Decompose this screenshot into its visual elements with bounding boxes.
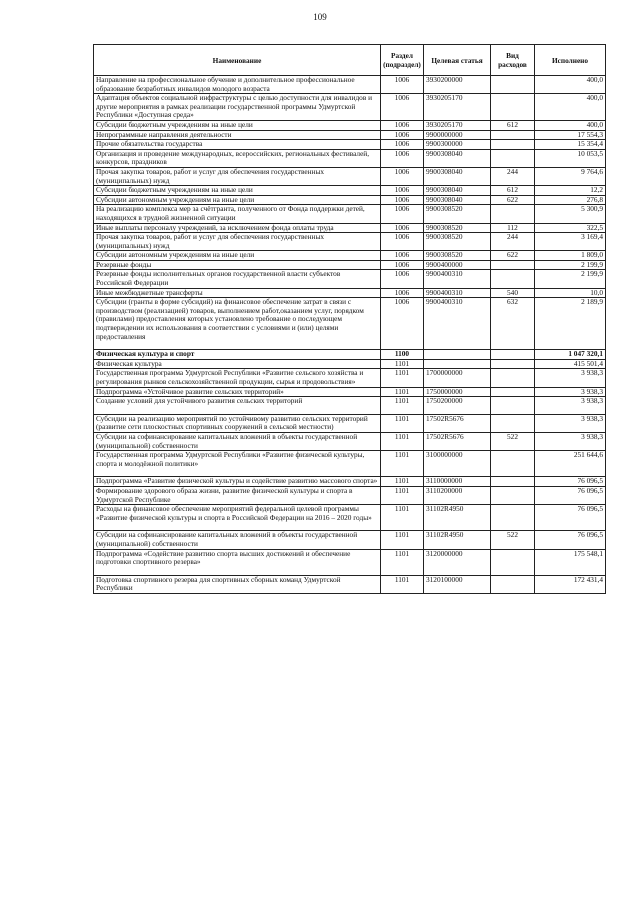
cell-name: Подпрограмма «Устойчивое развитие сельских территорий» [94,387,381,397]
table-body [94,76,606,594]
column-header-amount: Исполнено [535,45,606,76]
cell-amount: 76 096,5 [535,486,606,504]
table-row [94,531,606,549]
cell-section: 1006 [381,270,424,288]
cell-name: Расходы на финансовое обеспечение мероприятий федеральной целевой программы «Развитие физической культуры и спорта в Российской Федерации на 2016 – 2020 годы» [94,505,381,531]
table-row [94,251,606,261]
cell-section: 1006 [381,195,424,205]
cell-name: Субсидии автономным учреждениям на иные цели [94,251,381,261]
cell-section: 1101 [381,387,424,397]
cell-name: Иные межбюджетные трансферты [94,288,381,298]
cell-expense [491,260,535,270]
cell-section: 1006 [381,167,424,185]
cell-expense: 522 [491,531,535,549]
cell-expense [491,575,535,593]
cell-section: 1101 [381,432,424,450]
table-row [94,205,606,223]
cell-target: 3930205170 [424,120,491,130]
cell-amount: 2 199,9 [535,270,606,288]
table-row [94,505,606,531]
cell-target: 17502R5676 [424,432,491,450]
cell-section: 1006 [381,186,424,196]
cell-target: 9900308040 [424,149,491,167]
cell-amount: 2 199,9 [535,260,606,270]
cell-name: Субсидии на софинансирование капитальных вложений в объекты государственной (муниципальной) собственности [94,531,381,549]
table-row [94,140,606,150]
cell-target: 9900308520 [424,233,491,251]
cell-amount: 3 169,4 [535,233,606,251]
cell-expense [491,549,535,575]
table-row [94,76,606,94]
cell-expense [491,76,535,94]
cell-section: 1101 [381,549,424,575]
cell-amount: 175 548,1 [535,549,606,575]
table-row [94,233,606,251]
cell-expense [491,397,535,415]
cell-name: Подпрограмма «Развитие физической культуры и содействие развитию массового спорта» [94,477,381,487]
cell-amount: 400,0 [535,76,606,94]
cell-expense: 612 [491,186,535,196]
cell-target: 9900308040 [424,195,491,205]
cell-name: Субсидии (гранты в форме субсидий) на финансовое обеспечение затрат в связи с производством (реализацией) товаров, выполнением работ,оказанием услуг, порядком (правилами) предоставления которых установлено требование о последующем подтверждении их использования в соответствии с условиями и (или) целями предоставления [94,298,381,350]
cell-expense [491,149,535,167]
table-row [94,149,606,167]
cell-target: 9900000000 [424,130,491,140]
table-row [94,477,606,487]
cell-name: Субсидии бюджетным учреждениям на иные цели [94,186,381,196]
cell-amount: 5 300,9 [535,205,606,223]
column-header-section: Раздел (подраздел) [381,45,424,76]
cell-target: 9900308520 [424,223,491,233]
table-row [94,298,606,350]
cell-expense [491,387,535,397]
cell-target: 1700000000 [424,369,491,387]
table-row [94,486,606,504]
cell-expense [491,369,535,387]
table-row [94,167,606,185]
cell-target: 3110200000 [424,486,491,504]
cell-section: 1006 [381,223,424,233]
table-row [94,414,606,432]
cell-target: 1750000000 [424,387,491,397]
cell-section: 1006 [381,76,424,94]
cell-amount: 251 644,6 [535,451,606,477]
cell-target: 3930200000 [424,76,491,94]
cell-amount: 400,0 [535,94,606,121]
table-row [94,369,606,387]
cell-amount: 322,5 [535,223,606,233]
cell-name: Резервные фонды [94,260,381,270]
cell-name: Физическая культура и спорт [94,350,381,360]
table-row [94,186,606,196]
cell-section: 1101 [381,397,424,415]
cell-amount: 76 096,5 [535,477,606,487]
cell-amount: 3 938,3 [535,387,606,397]
cell-expense: 244 [491,167,535,185]
cell-amount: 10,0 [535,288,606,298]
cell-target: 9900400310 [424,270,491,288]
cell-target [424,350,491,360]
cell-target: 31102R4950 [424,505,491,531]
table-row [94,549,606,575]
cell-target: 17502R5676 [424,414,491,432]
cell-target: 9900308520 [424,205,491,223]
cell-target: 9900308520 [424,251,491,261]
cell-expense: 612 [491,120,535,130]
table-row [94,432,606,450]
table-row [94,270,606,288]
cell-section: 1006 [381,260,424,270]
cell-section: 1101 [381,477,424,487]
table-row [94,350,606,360]
cell-name: Субсидии на реализацию мероприятий по устойчивому развитию сельских территорий (развитие сети плоскостных спортивных сооружений в сельской местности) [94,414,381,432]
cell-amount: 400,0 [535,120,606,130]
cell-amount: 3 938,3 [535,397,606,415]
table-row [94,397,606,415]
table-row [94,94,606,121]
cell-target: 9900300000 [424,140,491,150]
cell-target: 3120000000 [424,549,491,575]
cell-name: Прочие обязательства государства [94,140,381,150]
cell-target: 3100000000 [424,451,491,477]
cell-target: 3110000000 [424,477,491,487]
cell-amount: 17 554,3 [535,130,606,140]
cell-expense [491,205,535,223]
cell-name: Формирование здорового образа жизни, развитие физической культуры и спорта в Удмуртской Республике [94,486,381,504]
cell-amount: 76 096,5 [535,531,606,549]
cell-section: 1006 [381,94,424,121]
column-header-expense: Вид расходов [491,45,535,76]
cell-section: 1006 [381,149,424,167]
cell-expense: 540 [491,288,535,298]
cell-expense [491,486,535,504]
cell-amount: 3 938,3 [535,369,606,387]
cell-expense: 112 [491,223,535,233]
cell-amount: 1 047 320,1 [535,350,606,360]
cell-name: Создание условий для устойчивого развития сельских территорий [94,397,381,415]
cell-name: Государственная программа Удмуртской Республики «Развитие физической культуры, спорта и молодёжной политики» [94,451,381,477]
table-row [94,575,606,593]
cell-name: Субсидии автономным учреждениям на иные цели [94,195,381,205]
cell-amount: 2 189,9 [535,298,606,350]
cell-amount: 276,8 [535,195,606,205]
cell-expense [491,140,535,150]
cell-expense [491,451,535,477]
cell-name: Непрограммные направления деятельности [94,130,381,140]
cell-expense: 622 [491,195,535,205]
cell-amount: 76 096,5 [535,505,606,531]
cell-target: 1750200000 [424,397,491,415]
column-header-name: Наименование [94,45,381,76]
cell-amount: 9 764,6 [535,167,606,185]
cell-section: 1006 [381,140,424,150]
cell-name: Субсидии на софинансирование капитальных вложений в объекты государственной (муниципальной) собственности [94,432,381,450]
cell-amount: 415 501,4 [535,359,606,369]
cell-name: Направление на профессиональное обучение и дополнительное профессиональное образование безработных инвалидов молодого возраста [94,76,381,94]
cell-target: 3120100000 [424,575,491,593]
cell-expense [491,350,535,360]
cell-expense [491,130,535,140]
cell-target: 31102R4950 [424,531,491,549]
cell-name: Государственная программа Удмуртской Республики «Развитие сельского хозяйства и регулирования рынков сельскохозяйственной продукции, сырья и продовольствия» [94,369,381,387]
cell-name: Адаптация объектов социальной инфраструктуры с целью доступности для инвалидов и другие мероприятия в рамках реализации государственной программы Удмуртской Республики «Доступная среда» [94,94,381,121]
cell-expense: 244 [491,233,535,251]
cell-target: 9900400310 [424,298,491,350]
cell-section: 1006 [381,130,424,140]
cell-amount: 1 809,0 [535,251,606,261]
cell-target: 9900308040 [424,167,491,185]
cell-expense: 622 [491,251,535,261]
cell-section: 1006 [381,120,424,130]
cell-amount: 10 053,5 [535,149,606,167]
cell-section: 1006 [381,288,424,298]
column-header-target: Целевая статья [424,45,491,76]
cell-section: 1101 [381,451,424,477]
cell-expense [491,477,535,487]
cell-amount: 3 938,3 [535,432,606,450]
table-header-row [94,45,606,76]
cell-amount: 3 938,3 [535,414,606,432]
cell-section: 1006 [381,233,424,251]
cell-section: 1101 [381,414,424,432]
cell-expense [491,94,535,121]
cell-amount: 12,2 [535,186,606,196]
page-number: 109 [313,12,327,22]
cell-name: Подпрограмма «Содействие развитию спорта высших достижений и обеспечение подготовки спортивного резерва» [94,549,381,575]
cell-expense: 522 [491,432,535,450]
cell-name: Физическая культура [94,359,381,369]
cell-name: Субсидии бюджетным учреждениям на иные цели [94,120,381,130]
budget-table [93,44,606,594]
cell-name: Организация и проведение международных, всероссийских, региональных фестивалей, конкурсов, праздников [94,149,381,167]
cell-section: 1101 [381,531,424,549]
cell-target: 9900400000 [424,260,491,270]
cell-section: 1006 [381,251,424,261]
cell-target: 3930205170 [424,94,491,121]
cell-target: 9900400310 [424,288,491,298]
cell-name: Прочая закупка товаров, работ и услуг для обеспечения государственных (муниципальных) нужд [94,233,381,251]
table-row [94,451,606,477]
cell-name: Прочая закупка товаров, работ и услуг для обеспечения государственных (муниципальных) нужд [94,167,381,185]
cell-section: 1100 [381,350,424,360]
cell-name: На реализацию комплекса мер за счётгранта, полученного от Фонда поддержки детей, находящихся в трудной жизненной ситуации [94,205,381,223]
cell-section: 1101 [381,486,424,504]
cell-name: Иные выплаты персоналу учреждений, за исключением фонда оплаты труда [94,223,381,233]
cell-section: 1101 [381,369,424,387]
cell-name: Подготовка спортивного резерва для спортивных сборных команд Удмуртской Республики [94,575,381,593]
cell-expense: 632 [491,298,535,350]
cell-amount: 15 354,4 [535,140,606,150]
cell-name: Резервные фонды исполнительных органов государственной власти субъектов Российской Федерации [94,270,381,288]
cell-expense [491,359,535,369]
cell-section: 1101 [381,575,424,593]
table-row [94,120,606,130]
cell-section: 1006 [381,205,424,223]
cell-section: 1101 [381,359,424,369]
cell-expense [491,270,535,288]
cell-amount: 172 431,4 [535,575,606,593]
cell-section: 1101 [381,505,424,531]
cell-expense [491,505,535,531]
cell-section: 1006 [381,298,424,350]
cell-expense [491,414,535,432]
cell-target: 9900308040 [424,186,491,196]
